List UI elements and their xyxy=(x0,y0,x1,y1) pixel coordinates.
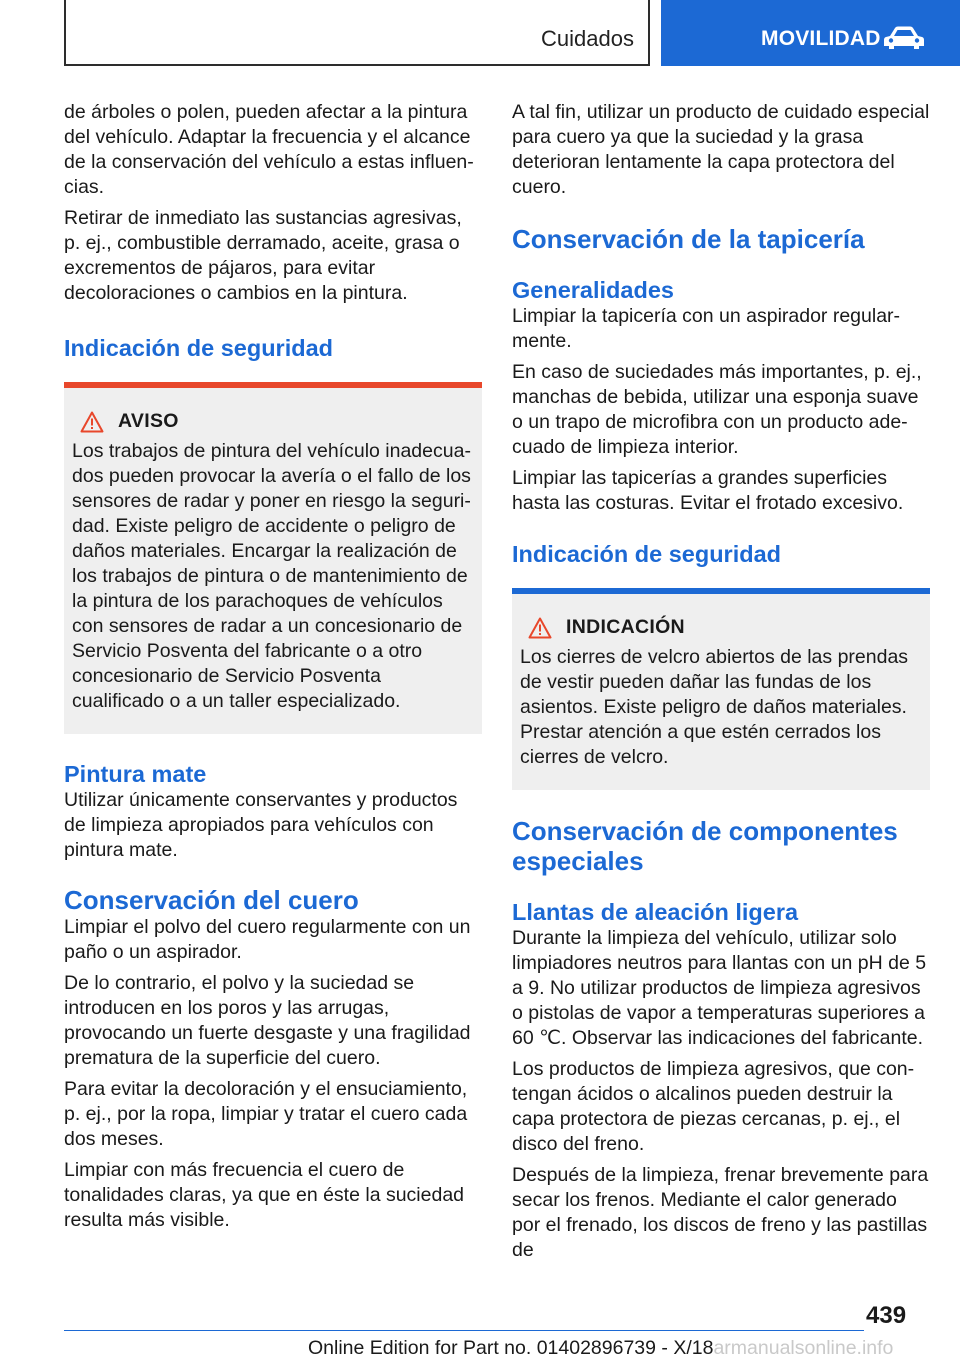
car-icon xyxy=(882,25,926,51)
warning-header xyxy=(72,410,472,433)
paragraph: Retirar de inmediato las sustancias agresivas, p. ej., combustible derramado, aceite, grasa o excrementos de pájaros, para evitar decoloraciones o cambios en la pintura. xyxy=(64,207,462,304)
paragraph: Los productos de limpieza agresivos, que contengan ácidos o alcalinos pueden destruir la capa protectora de piezas cercanas, p. ej., el disco del freno. xyxy=(512,1058,915,1155)
paragraph: En caso de suciedades más importantes, p. ej., manchas de bebida, utilizar una esponja suave o un trapo de microfibra con un producto adecuado de limpieza interior. xyxy=(512,361,922,458)
right-column xyxy=(512,100,930,1269)
heading-upholstery-care: Conservación de la tapicería xyxy=(512,224,865,254)
edition-text: Online Edition for Part no. 01402896739 - X/18 xyxy=(308,1337,714,1359)
notice-header xyxy=(520,616,920,639)
heading-leather-care: Conservación del cuero xyxy=(64,885,359,915)
notice-box xyxy=(512,588,930,790)
heading-alloy-wheels: Llantas de aleación ligera xyxy=(512,899,799,925)
paragraph: Limpiar las tapicerías a grandes superficies hasta las costuras. Evitar el frotado excesivo. xyxy=(512,467,904,514)
heading-general: Generalidades xyxy=(512,277,674,303)
page-number: 439 xyxy=(866,1302,907,1329)
warning-triangle-icon xyxy=(80,411,104,433)
left-column xyxy=(64,100,482,1239)
warning-text: Los trabajos de pintura del vehículo inadecuados pueden provocar la avería o el fallo de los sensores de radar y poner en riesgo la seguridad. Existe peligro de accidente o peligro de daños materiales. Encargar la realización de los trabajos de pintura o de mantenimiento de la pintura de los parachoques de vehículos con sensores de radar a un concesionario de Servicio Posventa del fabricante o a otro concesionario de Servicio Posventa cualificado o a un taller especializado. xyxy=(72,440,471,712)
heading-matte-paint: Pintura mate xyxy=(64,761,207,787)
footer-edition xyxy=(308,1337,893,1360)
paragraph: de árboles o polen, pueden afectar a la pintura del vehículo. Adaptar la frecuencia y el alcance de la conservación del vehículo a estas influencias. xyxy=(64,101,474,198)
heading-special-components: Conservación de componentes especiales xyxy=(512,816,898,876)
warning-title: AVISO xyxy=(118,410,179,432)
paragraph: Limpiar el polvo del cuero regularmente con un paño o un aspirador. xyxy=(64,916,471,963)
notice-title: INDICACIÓN xyxy=(566,616,685,638)
chapter-tab-label: MOVILIDAD xyxy=(761,27,881,50)
warning-box xyxy=(64,382,482,734)
paragraph: Limpiar con más frecuencia el cuero de tonalidades claras, ya que en éste la suciedad resulta más visible. xyxy=(64,1159,465,1231)
chapter-tab xyxy=(661,0,960,66)
notice-text: Los cierres de velcro abiertos de las prendas de vestir pueden dañar las fundas de los asientos. Existe peligro de daños materiales. Prestar atención a que estén cerrados los cierres de velcro. xyxy=(520,646,909,768)
footer-divider xyxy=(64,1330,864,1331)
paragraph: Para evitar la decoloración y el ensuciamiento, p. ej., por la ropa, limpiar y tratar el cuero cada dos meses. xyxy=(64,1078,468,1150)
heading-safety: Indicación de seguridad xyxy=(64,335,333,361)
page-header xyxy=(0,0,960,66)
paragraph: A tal fin, utilizar un producto de cuidado especial para cuero ya que la suciedad y la grasa deterioran lentamente la capa protectora del cuero. xyxy=(512,101,930,198)
paragraph: Después de la limpieza, frenar brevemente para secar los frenos. Mediante el calor generado por el frenado, los discos de freno y las pastillas de xyxy=(512,1164,929,1261)
warning-triangle-icon xyxy=(528,617,552,639)
heading-safety: Indicación de seguridad xyxy=(512,541,781,567)
paragraph: De lo contrario, el polvo y la suciedad se introducen en los poros y las arrugas, provocando un fuerte desgaste y una fragilidad prematura de la superficie del cuero. xyxy=(64,972,471,1069)
paragraph: Limpiar la tapicería con un aspirador regularmente. xyxy=(512,305,901,352)
section-title: Cuidados xyxy=(541,26,634,51)
section-header-box xyxy=(64,0,650,66)
paragraph: Durante la limpieza del vehículo, utilizar solo limpiadores neutros para llantas con un pH de 5 a 9. No utilizar productos de limpieza agresivos o pistolas de vapor a temperaturas superiores a 60 ℃. Observar las indicaciones del fabricante. xyxy=(512,927,927,1049)
watermark-brand: armanualsonline.info xyxy=(713,1337,894,1359)
paragraph: Utilizar únicamente conservantes y productos de limpieza apropiados para vehículos con pintura mate. xyxy=(64,789,458,861)
